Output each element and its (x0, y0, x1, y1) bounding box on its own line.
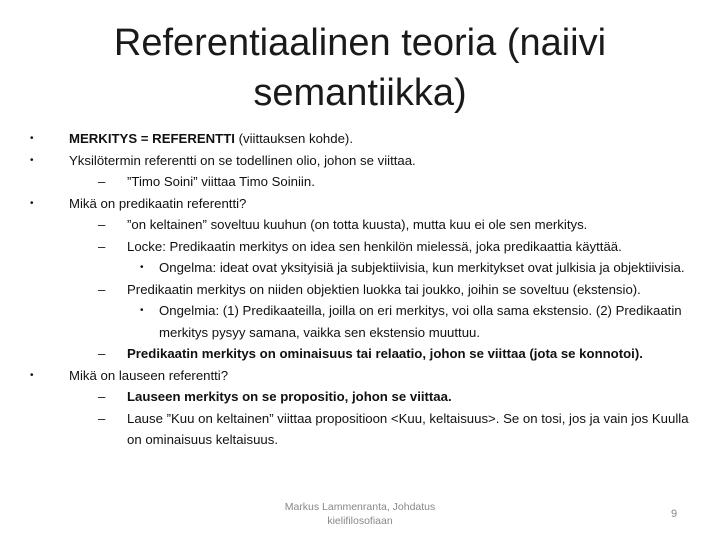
sub-item (24, 343, 704, 365)
sub-item (24, 279, 704, 301)
slide-title (60, 18, 660, 118)
bullet-item (24, 365, 704, 387)
bullet-marker: • (140, 305, 144, 316)
bullet-text: Mikä on lauseen referentti? (69, 367, 229, 383)
sub-item-text-bold: Predikaatin merkitys on ominaisuus tai relaatio, johon se viittaa (jota se konnotoi). (127, 346, 643, 361)
sub-item-text-bold: Lauseen merkitys on se propositio, johon se viittaa. (127, 389, 452, 404)
footer-line1: Markus Lammenranta, Johdatus (284, 501, 436, 513)
bullet-item (24, 128, 704, 150)
sub-item (24, 408, 704, 451)
sub-item (24, 386, 704, 408)
bullet-marker: • (30, 197, 34, 209)
dash-marker: – (98, 281, 106, 297)
dash-marker: – (98, 174, 106, 189)
dash-marker: – (98, 410, 106, 426)
dash-marker: – (98, 217, 106, 232)
sub-item (24, 214, 704, 236)
bullet-item (24, 193, 704, 215)
sub-item-text: Predikaatin merkitys on niiden objektien luokka tai joukko, joihin se soveltuu (ekstensio). (127, 281, 641, 297)
sub-sub-item (24, 300, 704, 343)
page-number: 9 (670, 508, 678, 520)
bullet-marker: • (30, 154, 34, 166)
bullet-marker: • (30, 369, 34, 381)
slide-title-line1: Referentiaalinen teoria (naiivi (113, 22, 607, 64)
bullet-marker: • (30, 133, 34, 144)
sub-item-text: Lause ”Kuu on keltainen” viittaa propositioon <Kuu, keltaisuus>. Se on tosi, jos ja vain jos Kuulla on ominaisuus keltaisuus. (127, 410, 689, 447)
bullet-text: Mikä on predikaatin referentti? (69, 195, 247, 211)
sub-sub-item-text: Ongelma: ideat ovat yksityisiä ja subjektiivisia, kun merkitykset ovat julkisia ja objektiivisia. (159, 260, 685, 275)
footer-author (260, 500, 460, 528)
bullet-marker: • (140, 262, 144, 273)
bullet-text: (viittauksen kohde). (234, 131, 353, 146)
sub-sub-item (24, 257, 704, 279)
dash-marker: – (98, 238, 106, 254)
bullet-item (24, 150, 704, 172)
sub-item-text: ”on keltainen” soveltuu kuuhun (on totta kuusta), mutta kuu ei ole sen merkitys. (127, 217, 588, 232)
sub-sub-item-text: Ongelmia: (1) Predikaateilla, joilla on eri merkitys, voi olla sama ekstensio. (2) Predikaatin merkitys pysyy samana, vaikka sen ekstensio muuttuu. (159, 303, 682, 340)
sub-item-text: ”Timo Soini” viittaa Timo Soiniin. (127, 174, 315, 189)
sub-item (24, 236, 704, 258)
slide-content (24, 128, 704, 451)
dash-marker: – (98, 389, 106, 404)
sub-item (24, 171, 704, 193)
bullet-text: Yksilötermin referentti on se todellinen olio, johon se viittaa. (69, 152, 416, 168)
sub-item-text: Locke: Predikaatin merkitys on idea sen henkilön mielessä, joka predikaattia käyttää. (127, 238, 622, 254)
slide-title-line2: semantiikka) (253, 72, 467, 114)
dash-marker: – (98, 346, 106, 361)
bullet-text-bold: MERKITYS = REFERENTTI (69, 131, 235, 146)
footer-line2: kielifilosofiaan (327, 515, 393, 527)
